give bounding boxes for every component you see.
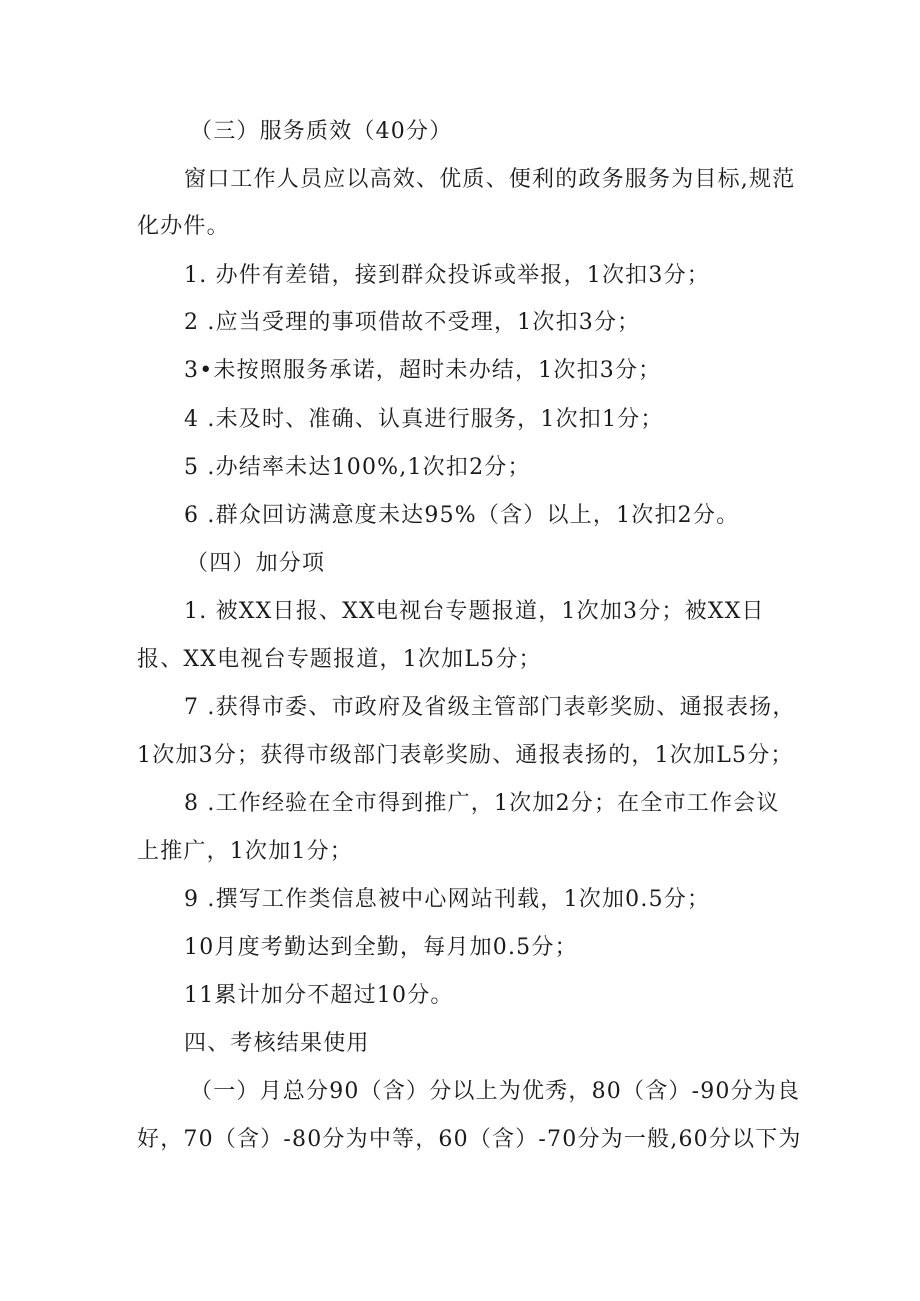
bonus-item-1: 1. 被XX日报、XX电视台专题报道，1次加3分；被XX日 [184, 599, 765, 624]
bonus-item-7: 7 .获得市委、市政府及省级主管部门表彰奖励、通报表扬， [184, 695, 796, 720]
list-item-2: 2 .应当受理的事项借故不受理，1次扣3分； [184, 310, 641, 335]
bonus-item-11: 11累计加分不超过10分。 [184, 983, 454, 1008]
section-heading-service-quality: （三）服务质效（40分） [190, 119, 453, 144]
list-item-4: 4 .未及时、准确、认真进行服务，1次扣1分； [184, 407, 664, 432]
section-heading-bonus: （四）加分项 [186, 551, 326, 576]
list-item-5: 5 .办结率未达100%,1次扣2分； [184, 455, 531, 480]
bonus-item-7-cont: 1次加3分；获得市级部门表彰奖励、通报表扬的，1次加L5分； [137, 743, 794, 768]
bonus-item-10: 10月度考勤达到全勤，每月加0.5分； [184, 935, 578, 960]
list-item-1: 1. 办件有差错，接到群众投诉或举报，1次扣3分； [184, 263, 710, 288]
bonus-item-8-cont: 上推广，1次加1分； [137, 839, 353, 864]
paragraph-line: 窗口工作人员应以高效、优质、便利的政务服务为目标,规范 [184, 167, 796, 192]
list-item-6: 6 .群众回访满意度未达95%（含）以上，1次扣2分。 [184, 503, 740, 528]
bonus-item-9: 9 .撰写工作类信息被中心网站刊载，1次加0.5分； [184, 887, 711, 912]
paragraph-line: （一）月总分90（含）分以上为优秀，80（含）-90分为良 [190, 1079, 801, 1104]
paragraph-line: 好，70（含）-80分为中等，60（含）-70分为一般,60分以下为 [137, 1127, 802, 1152]
section-heading-results: 四、考核结果使用 [184, 1031, 370, 1056]
bonus-item-8: 8 .工作经验在全市得到推广，1次加2分；在全市工作会议 [184, 791, 780, 816]
paragraph-line: 化办件。 [137, 214, 230, 239]
list-item-3: 3•未按照服务承诺，超时未办结，1次扣3分； [184, 358, 662, 383]
bonus-item-1-cont: 报、XX电视台专题报道，1次加L5分； [137, 647, 542, 672]
